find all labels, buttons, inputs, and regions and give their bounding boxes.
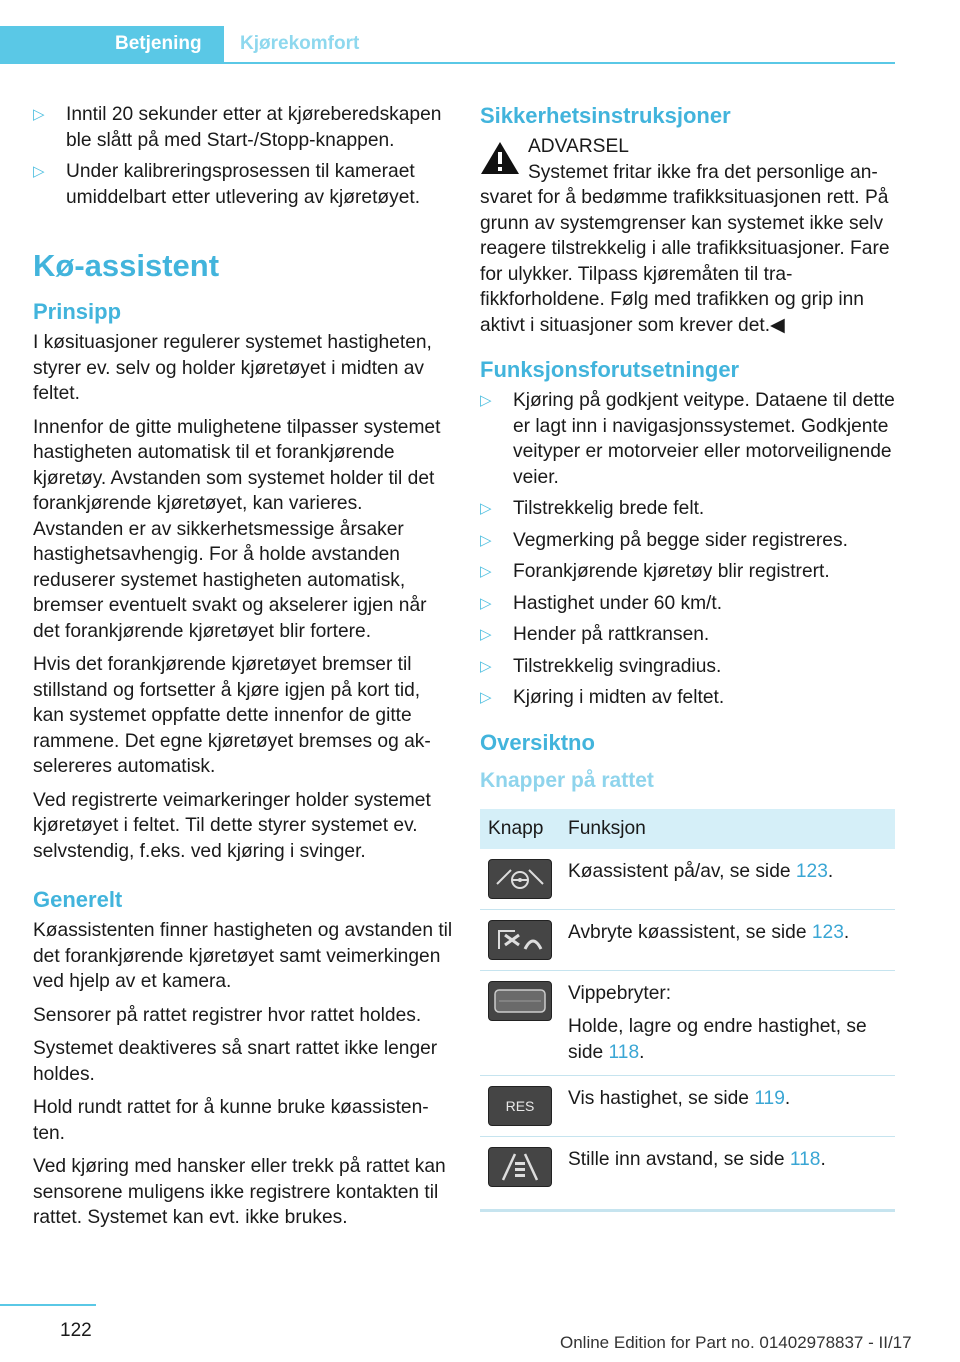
paragraph: Ved kjøring med hansker eller trekk på rattet kan sensorene muligens ikke registrere kontakten til rattet. Systemet kan evt. ikke brukes. (33, 1156, 446, 1228)
bullet-triangle-icon: ▷ (480, 689, 492, 706)
column-header-function: Funksjon (560, 809, 895, 849)
tab-label: Betjening (115, 33, 202, 54)
icon-cell (480, 1076, 560, 1137)
function-cell (560, 849, 895, 910)
function-cell (560, 1076, 895, 1137)
icon-cell (480, 849, 560, 910)
page-number: 122 (60, 1320, 92, 1341)
bullet-text: Hastighet under 60 km/t. (513, 592, 723, 614)
bullet-triangle-icon: ▷ (480, 657, 492, 675)
punctuation: . (784, 1088, 791, 1109)
table-row (480, 849, 895, 910)
icon-cell (480, 970, 560, 1076)
bullet-text: Inntil 20 sekunder etter at kjøreberedskapen ble slått på med Start-/Stopp-knappen. (66, 104, 442, 151)
bullet-text: Kjøring i midten av feltet. (513, 687, 725, 708)
buttons-table (480, 809, 895, 1213)
edition-note: Online Edition for Part no. 01402978837 - II/17 (560, 1333, 912, 1352)
bullet-triangle-icon: ▷ (480, 626, 492, 643)
list-item (480, 685, 895, 711)
function-text: Holde, lagre og endre hastighet, se side (568, 1016, 867, 1063)
section-heading-safety: Sikkerhetsinstruksjoner (480, 103, 731, 128)
bullet-text: Hender på rattkransen. (513, 624, 710, 645)
column-header-button: Knapp (480, 809, 560, 849)
warning-text: Systemet fritar ikke fra det personlige ansvaret for å bedømme trafikksituasjonen rett. På grunn av systemgrenser kan systemet ikke selv reagere tilstrekkelig i alle trafikksituasjoner. Fare for ulykker. Tilpass kjøremåten til trafikkforholdene. Følg med trafikken og grip inn aktivt i situasjoner som krever det.◀ (480, 161, 890, 336)
list-item (480, 591, 895, 617)
function-cell (560, 970, 895, 1076)
page-link[interactable]: 123 (811, 921, 844, 943)
paragraph: Sensorer på rattet registrer hvor rattet holdes. (33, 1004, 422, 1026)
page-title: Kø-assistent (33, 248, 220, 283)
function-text: Vippebryter: (568, 982, 672, 1004)
punctuation: . (843, 921, 850, 943)
list-item (480, 388, 895, 490)
bullet-triangle-icon: ▷ (33, 106, 45, 123)
paragraph: I køsituasjoner regulerer systemet hastigheten, styrer ev. selv og holder kjøretøyet i midten av feltet. (33, 332, 432, 404)
subheading-buttons: Knapper på rattet (480, 768, 654, 792)
table-row (480, 1076, 895, 1137)
header-tabs (0, 26, 895, 64)
steering-assist-icon (488, 859, 552, 899)
bullet-text: Forankjørende kjøretøy blir registrert. (513, 561, 830, 582)
punctuation: . (827, 860, 834, 882)
function-cell (560, 1137, 895, 1211)
bullet-triangle-icon: ▷ (480, 392, 492, 409)
paragraph: Hvis det forankjørende kjøretøyet bremser til stillstand og fortsetter å kjøre igjen på kort tid, kan systemet oppfatte dette innenfor de gitte rammene. Det egne kjøretøyet bremses og akselereres automatisk. (33, 654, 431, 777)
function-text: Køassistent på/av, se side (568, 860, 796, 882)
bullet-triangle-icon: ▷ (480, 500, 492, 517)
list-item (33, 159, 453, 210)
paragraph: Systemet deaktiveres så snart rattet ikke lenger holdes. (33, 1038, 438, 1085)
bullet-text: Under kalibreringsprosessen til kameraet umiddelbart etter utlevering av kjøretøyet. (66, 161, 421, 208)
bullet-triangle-icon: ▷ (33, 163, 45, 180)
function-cell (560, 909, 895, 970)
warning-title: ADVARSEL (528, 136, 629, 157)
paragraph: Køassistenten finner hastigheten og avstanden til det forankjørende kjøretøyet samt veimerkingen ved hjelp av et kamera. (33, 920, 453, 992)
table-header-row (480, 809, 895, 849)
warning-triangle-icon (480, 140, 520, 176)
bullet-text: Kjøring på godkjent veitype. Dataene til dette er lagt inn i navigasjonssystemet. Godkjente veityper er motorveier eller motorveilignende veier. (513, 390, 895, 488)
page-link[interactable]: 119 (754, 1088, 785, 1109)
punctuation: . (820, 1149, 826, 1170)
section-heading-generelt: Generelt (33, 887, 123, 912)
function-text: Stille inn avstand, se side (568, 1149, 790, 1170)
footer-divider (0, 1304, 96, 1306)
section-heading-requirements: Funksjonsforutsetninger (480, 357, 740, 382)
bullet-text: Tilstrekkelig brede felt. (513, 498, 705, 519)
table-row (480, 970, 895, 1076)
warning-box (480, 134, 895, 338)
list-item (480, 528, 895, 554)
function-text: Avbryte køassistent, se side (568, 921, 812, 943)
left-column (33, 102, 453, 1239)
page-link[interactable]: 123 (795, 860, 828, 882)
section-heading-overview: Oversiktno (480, 729, 595, 755)
icon-cell (480, 1137, 560, 1211)
list-item (480, 559, 895, 585)
list-item (33, 102, 453, 153)
right-column (480, 102, 895, 1212)
rocker-switch-icon (488, 981, 552, 1021)
res-button-icon: RES (488, 1086, 552, 1126)
distance-icon (488, 1147, 552, 1187)
paragraph: Ved registrerte veimarkeringer holder systemet kjøretøyet i feltet. Til dette styrer systemet ev. selvstendig, f.eks. ved kjøring i svinger. (33, 789, 431, 862)
section-heading-prinsipp: Prinsipp (33, 299, 122, 324)
list-item (480, 622, 895, 648)
cancel-assist-icon (488, 920, 552, 960)
list-item (480, 496, 895, 522)
bullet-text: Tilstrekkelig svingradius. (513, 655, 722, 677)
bullet-triangle-icon: ▷ (480, 563, 492, 580)
tab-kjorekomfort[interactable]: Kjørekomfort (240, 33, 360, 54)
punctuation: . (639, 1041, 645, 1063)
paragraph: Hold rundt rattet for å kunne bruke køassistenten. (33, 1097, 429, 1144)
table-row (480, 909, 895, 970)
tab-betjening[interactable] (0, 26, 224, 62)
paragraph: Innenfor de gitte mulighetene tilpasser systemet hastigheten automatisk til et forankjørende kjøretøy. Avstanden som systemet holder til det forankjørende kjøretøyet, kan varieres. Avstanden er av sikkerhetsmessige årsaker hastighetsavhengig. For å holde avstanden reduserer systemet hastigheten automatisk, bremser eventuelt svakt og akselerer igjen når det forankjørende kjøretøyet blir fortere. (33, 416, 441, 642)
list-item (480, 654, 895, 680)
function-text: Vis hastighet, se side (568, 1088, 755, 1109)
page-link[interactable]: 118 (608, 1041, 640, 1063)
bullet-triangle-icon: ▷ (480, 594, 492, 612)
bullet-text: Vegmerking på begge sider registreres. (513, 529, 848, 551)
page-link[interactable]: 118 (789, 1149, 821, 1170)
bullet-triangle-icon: ▷ (480, 531, 492, 549)
table-row (480, 1137, 895, 1211)
icon-cell (480, 909, 560, 970)
